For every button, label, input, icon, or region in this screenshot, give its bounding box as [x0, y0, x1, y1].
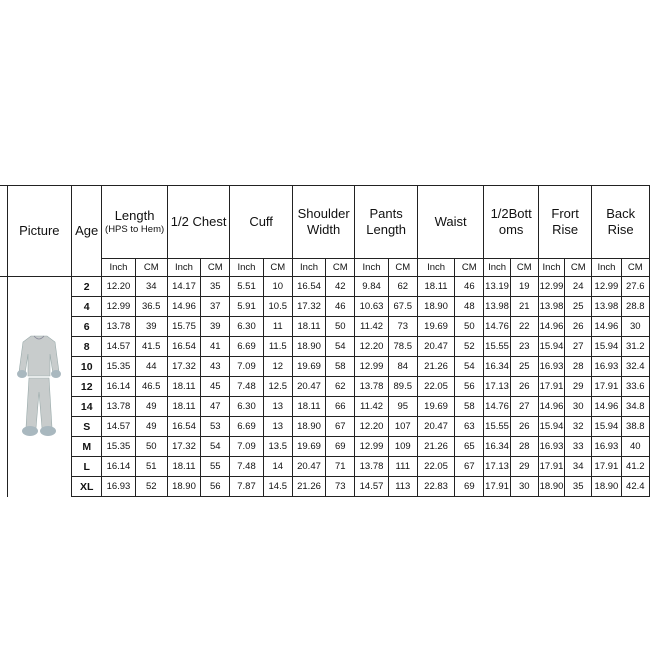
measurement-cell: 17.32	[167, 357, 200, 377]
measurement-cell: 13.98	[484, 297, 510, 317]
measurement-cell: 25	[565, 297, 592, 317]
measurement-cell: 41.5	[135, 337, 167, 357]
measurement-cell: 12.99	[355, 357, 388, 377]
measurement-cell: 14	[263, 457, 292, 477]
age-cell: 6	[72, 317, 102, 337]
measurement-cell: 21.26	[417, 357, 454, 377]
age-cell: 10	[72, 357, 102, 377]
measurement-cell: 28	[510, 437, 538, 457]
measurement-cell: 29	[510, 457, 538, 477]
measurement-cell: 15.94	[538, 417, 564, 437]
measurement-cell: 11.42	[355, 397, 388, 417]
measurement-cell: 12.20	[355, 337, 388, 357]
measurement-cell: 52	[135, 477, 167, 497]
measurement-cell: 73	[326, 477, 355, 497]
unit-header-inch: Inch	[102, 259, 135, 277]
measurement-cell: 6.69	[230, 337, 263, 357]
measurement-cell: 46.5	[135, 377, 167, 397]
measurement-cell: 49	[135, 397, 167, 417]
measurement-cell: 14.57	[102, 337, 135, 357]
measurement-cell: 37	[201, 297, 230, 317]
measurement-cell: 25	[510, 357, 538, 377]
measurement-cell: 16.93	[538, 437, 564, 457]
measurement-cell: 48	[455, 297, 484, 317]
header-cuff: Cuff	[230, 186, 293, 259]
header-front-rise: Frort Rise	[538, 186, 591, 259]
measurement-cell: 10.5	[263, 297, 292, 317]
measurement-cell: 19.69	[292, 357, 325, 377]
measurement-cell: 13.98	[592, 297, 621, 317]
measurement-cell: 52	[455, 337, 484, 357]
measurement-cell: 42.4	[621, 477, 649, 497]
measurement-cell: 13.19	[484, 277, 510, 297]
measurement-cell: 67.5	[388, 297, 417, 317]
measurement-cell: 17.91	[538, 457, 564, 477]
measurement-cell: 47	[201, 397, 230, 417]
table-row	[0, 477, 650, 497]
measurement-cell: 66	[326, 397, 355, 417]
unit-header-cm: CM	[455, 259, 484, 277]
measurement-cell: 15.94	[592, 337, 621, 357]
measurement-cell: 78.5	[388, 337, 417, 357]
measurement-cell: 73	[388, 317, 417, 337]
measurement-cell: 12.99	[592, 277, 621, 297]
measurement-cell: 22.05	[417, 457, 454, 477]
measurement-cell: 15.55	[484, 417, 510, 437]
measurement-cell: 69	[326, 437, 355, 457]
measurement-cell: 35	[565, 477, 592, 497]
age-cell: XL	[72, 477, 102, 497]
unit-header-cm: CM	[263, 259, 292, 277]
measurement-cell: 30	[510, 477, 538, 497]
measurement-cell: 44	[135, 357, 167, 377]
measurement-cell: 16.14	[102, 457, 135, 477]
header-length-note: (HPS to Hem)	[105, 224, 165, 235]
measurement-cell: 27	[510, 397, 538, 417]
measurement-cell: 18.90	[592, 477, 621, 497]
measurement-cell: 14.76	[484, 397, 510, 417]
garment-image	[15, 332, 63, 442]
age-cell: M	[72, 437, 102, 457]
measurement-cell: 35	[201, 277, 230, 297]
unit-header-cm: CM	[326, 259, 355, 277]
measurement-cell: 15.35	[102, 357, 135, 377]
age-cell: 4	[72, 297, 102, 317]
measurement-cell: 17.32	[167, 437, 200, 457]
measurement-cell: 19.69	[417, 317, 454, 337]
measurement-cell: 18.90	[417, 297, 454, 317]
header-half-bottoms: 1/2Bott oms	[484, 186, 538, 259]
measurement-cell: 56	[455, 377, 484, 397]
measurement-cell: 19.69	[417, 397, 454, 417]
measurement-cell: 65	[455, 437, 484, 457]
measurement-cell: 18.11	[417, 277, 454, 297]
header-picture: Picture	[7, 186, 72, 277]
measurement-cell: 19.69	[292, 437, 325, 457]
measurement-cell: 14.96	[167, 297, 200, 317]
measurement-cell: 16.93	[102, 477, 135, 497]
measurement-cell: 14.57	[355, 477, 388, 497]
measurement-cell: 26	[510, 417, 538, 437]
measurement-cell: 26	[510, 377, 538, 397]
measurement-cell: 7.48	[230, 457, 263, 477]
measurement-cell: 22.83	[417, 477, 454, 497]
measurement-cell: 16.93	[592, 437, 621, 457]
measurement-cell: 21.26	[292, 477, 325, 497]
header-length-label: Length	[114, 208, 155, 223]
measurement-cell: 51	[135, 457, 167, 477]
measurement-cell: 17.32	[292, 297, 325, 317]
unit-header-inch: Inch	[484, 259, 510, 277]
measurement-cell: 69	[455, 477, 484, 497]
measurement-cell: 113	[388, 477, 417, 497]
measurement-cell: 17.91	[592, 457, 621, 477]
measurement-cell: 21.26	[417, 437, 454, 457]
measurement-cell: 40	[621, 437, 649, 457]
measurement-cell: 50	[326, 317, 355, 337]
measurement-cell: 7.09	[230, 437, 263, 457]
measurement-cell: 45	[201, 377, 230, 397]
unit-header-cm: CM	[201, 259, 230, 277]
measurement-cell: 55	[201, 457, 230, 477]
measurement-cell: 18.11	[167, 377, 200, 397]
measurement-cell: 28	[565, 357, 592, 377]
measurement-cell: 12.20	[355, 417, 388, 437]
unit-header-inch: Inch	[292, 259, 325, 277]
table-body	[0, 277, 650, 497]
measurement-cell: 12.5	[263, 377, 292, 397]
product-picture-cell	[7, 277, 72, 497]
header-chest: 1/2 Chest	[167, 186, 230, 259]
measurement-cell: 6.69	[230, 417, 263, 437]
table-row	[0, 277, 650, 297]
measurement-cell: 13	[263, 417, 292, 437]
unit-header-cm: CM	[621, 259, 649, 277]
table-row	[0, 457, 650, 477]
unit-header-cm: CM	[510, 259, 538, 277]
measurement-cell: 18.90	[167, 477, 200, 497]
size-chart-table	[0, 185, 650, 497]
measurement-cell: 32	[565, 417, 592, 437]
measurement-cell: 18.90	[292, 337, 325, 357]
measurement-cell: 34	[565, 457, 592, 477]
measurement-cell: 19	[510, 277, 538, 297]
measurement-cell: 38.8	[621, 417, 649, 437]
measurement-cell: 14.57	[102, 417, 135, 437]
measurement-cell: 14.96	[538, 397, 564, 417]
measurement-cell: 20.47	[292, 457, 325, 477]
measurement-cell: 95	[388, 397, 417, 417]
measurement-cell: 14.96	[592, 397, 621, 417]
measurement-cell: 12.99	[102, 297, 135, 317]
measurement-cell: 26	[565, 317, 592, 337]
unit-header-inch: Inch	[538, 259, 564, 277]
header-length	[102, 186, 168, 259]
measurement-cell: 41.2	[621, 457, 649, 477]
measurement-cell: 24	[565, 277, 592, 297]
measurement-cell: 14.5	[263, 477, 292, 497]
measurement-cell: 54	[201, 437, 230, 457]
measurement-cell: 12	[263, 357, 292, 377]
measurement-cell: 15.94	[592, 417, 621, 437]
table-row	[0, 397, 650, 417]
measurement-cell: 28.8	[621, 297, 649, 317]
measurement-cell: 22	[510, 317, 538, 337]
measurement-cell: 22.05	[417, 377, 454, 397]
measurement-cell: 13	[263, 397, 292, 417]
cut-off-column	[0, 277, 7, 497]
measurement-cell: 56	[201, 477, 230, 497]
measurement-cell: 54	[326, 337, 355, 357]
measurement-cell: 13.78	[102, 317, 135, 337]
measurement-cell: 13.78	[102, 397, 135, 417]
measurement-cell: 33	[565, 437, 592, 457]
measurement-cell: 21	[510, 297, 538, 317]
age-cell: 8	[72, 337, 102, 357]
age-cell: L	[72, 457, 102, 477]
measurement-cell: 16.93	[592, 357, 621, 377]
measurement-cell: 42	[326, 277, 355, 297]
measurement-cell: 36.5	[135, 297, 167, 317]
table-row	[0, 437, 650, 457]
measurement-cell: 49	[135, 417, 167, 437]
measurement-cell: 43	[201, 357, 230, 377]
measurement-cell: 16.54	[292, 277, 325, 297]
measurement-cell: 53	[201, 417, 230, 437]
measurement-cell: 109	[388, 437, 417, 457]
measurement-cell: 62	[388, 277, 417, 297]
age-cell: S	[72, 417, 102, 437]
measurement-cell: 16.93	[538, 357, 564, 377]
table-row	[0, 357, 650, 377]
measurement-cell: 58	[326, 357, 355, 377]
measurement-cell: 13.78	[355, 457, 388, 477]
measurement-cell: 67	[326, 417, 355, 437]
measurement-cell: 18.11	[167, 397, 200, 417]
measurement-cell: 46	[455, 277, 484, 297]
measurement-cell: 27	[565, 337, 592, 357]
measurement-cell: 13.78	[355, 377, 388, 397]
measurement-cell: 71	[326, 457, 355, 477]
measurement-cell: 13.5	[263, 437, 292, 457]
measurement-cell: 46	[326, 297, 355, 317]
measurement-cell: 7.48	[230, 377, 263, 397]
unit-header-cm: CM	[388, 259, 417, 277]
measurement-cell: 89.5	[388, 377, 417, 397]
measurement-cell: 17.13	[484, 457, 510, 477]
measurement-cell: 39	[201, 317, 230, 337]
measurement-cell: 107	[388, 417, 417, 437]
measurement-cell: 14.96	[592, 317, 621, 337]
measurement-cell: 14.76	[484, 317, 510, 337]
measurement-cell: 18.11	[167, 457, 200, 477]
header-shoulder-width: Shoulder Width	[292, 186, 355, 259]
age-cell: 12	[72, 377, 102, 397]
measurement-cell: 18.90	[292, 417, 325, 437]
measurement-cell: 16.34	[484, 357, 510, 377]
measurement-cell: 6.30	[230, 317, 263, 337]
measurement-cell: 6.30	[230, 397, 263, 417]
measurement-cell: 29	[565, 377, 592, 397]
measurement-cell: 16.54	[167, 417, 200, 437]
header-waist: Waist	[417, 186, 484, 259]
unit-header-inch: Inch	[230, 259, 263, 277]
measurement-cell: 30	[565, 397, 592, 417]
measurement-cell: 31.2	[621, 337, 649, 357]
measurement-cell: 62	[326, 377, 355, 397]
measurement-cell: 30	[621, 317, 649, 337]
measurement-cell: 12.99	[355, 437, 388, 457]
measurement-cell: 18.11	[292, 397, 325, 417]
header-back-rise: Back Rise	[592, 186, 650, 259]
measurement-cell: 20.47	[417, 337, 454, 357]
measurement-cell: 15.55	[484, 337, 510, 357]
measurement-cell: 63	[455, 417, 484, 437]
measurement-cell: 5.51	[230, 277, 263, 297]
measurement-cell: 17.91	[484, 477, 510, 497]
measurement-cell: 18.11	[292, 317, 325, 337]
measurement-cell: 18.90	[538, 477, 564, 497]
unit-header-inch: Inch	[417, 259, 454, 277]
table-row	[0, 317, 650, 337]
measurement-cell: 16.14	[102, 377, 135, 397]
table-row	[0, 297, 650, 317]
measurement-cell: 41	[201, 337, 230, 357]
table-row	[0, 377, 650, 397]
measurement-cell: 33.6	[621, 377, 649, 397]
measurement-cell: 32.4	[621, 357, 649, 377]
header-row	[0, 186, 650, 259]
cut-off-column	[0, 186, 7, 277]
measurement-cell: 20.47	[292, 377, 325, 397]
measurement-cell: 16.54	[167, 337, 200, 357]
measurement-cell: 11	[263, 317, 292, 337]
measurement-cell: 13.98	[538, 297, 564, 317]
measurement-cell: 17.13	[484, 377, 510, 397]
measurement-cell: 50	[455, 317, 484, 337]
unit-header-inch: Inch	[592, 259, 621, 277]
header-pants-length: Pants Length	[355, 186, 418, 259]
measurement-cell: 9.84	[355, 277, 388, 297]
measurement-cell: 84	[388, 357, 417, 377]
measurement-cell: 15.75	[167, 317, 200, 337]
age-cell: 14	[72, 397, 102, 417]
unit-header-cm: CM	[135, 259, 167, 277]
unit-header-cm: CM	[565, 259, 592, 277]
measurement-cell: 12.20	[102, 277, 135, 297]
measurement-cell: 67	[455, 457, 484, 477]
measurement-cell: 34.8	[621, 397, 649, 417]
measurement-cell: 11.42	[355, 317, 388, 337]
measurement-cell: 10	[263, 277, 292, 297]
measurement-cell: 7.87	[230, 477, 263, 497]
measurement-cell: 14.17	[167, 277, 200, 297]
measurement-cell: 58	[455, 397, 484, 417]
measurement-cell: 17.91	[538, 377, 564, 397]
measurement-cell: 23	[510, 337, 538, 357]
table-row	[0, 337, 650, 357]
measurement-cell: 34	[135, 277, 167, 297]
measurement-cell: 7.09	[230, 357, 263, 377]
measurement-cell: 17.91	[592, 377, 621, 397]
measurement-cell: 54	[455, 357, 484, 377]
measurement-cell: 10.63	[355, 297, 388, 317]
measurement-cell: 20.47	[417, 417, 454, 437]
measurement-cell: 50	[135, 437, 167, 457]
header-age: Age	[72, 186, 102, 277]
unit-header-inch: Inch	[355, 259, 388, 277]
measurement-cell: 12.99	[538, 277, 564, 297]
measurement-cell: 16.34	[484, 437, 510, 457]
measurement-cell: 39	[135, 317, 167, 337]
unit-header-inch: Inch	[167, 259, 200, 277]
age-cell: 2	[72, 277, 102, 297]
measurement-cell: 5.91	[230, 297, 263, 317]
measurement-cell: 27.6	[621, 277, 649, 297]
measurement-cell: 15.94	[538, 337, 564, 357]
measurement-cell: 11.5	[263, 337, 292, 357]
measurement-cell: 14.96	[538, 317, 564, 337]
measurement-cell: 111	[388, 457, 417, 477]
measurement-cell: 15.35	[102, 437, 135, 457]
table-row	[0, 417, 650, 437]
